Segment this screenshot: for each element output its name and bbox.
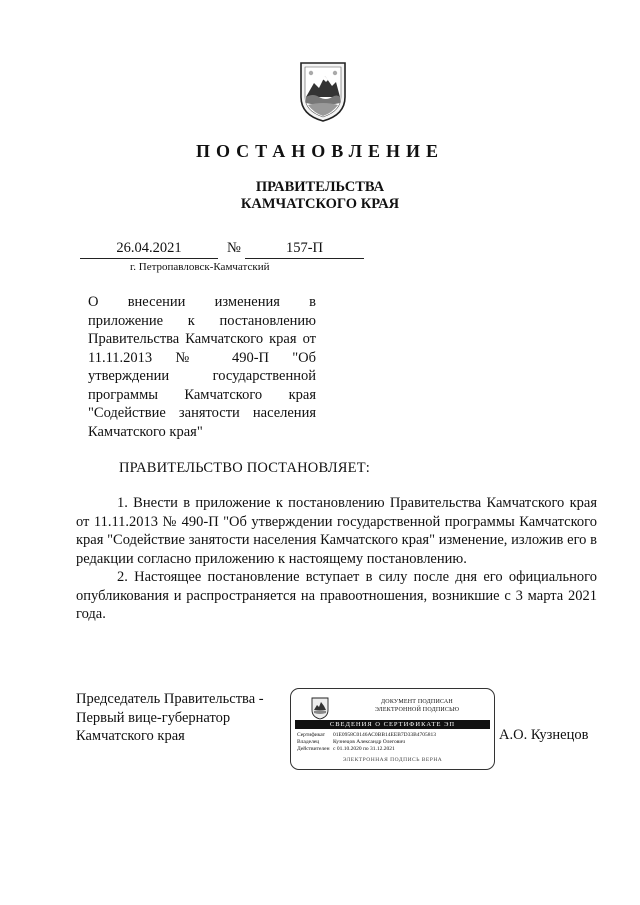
certificate-details <box>297 732 492 753</box>
signer-title <box>76 690 291 746</box>
owner-value: Кузнецов Александр Олегович <box>333 739 406 745</box>
certificate-value: 01Е0958С0146АС0ВВ14ЕЕВ7D33В4705813 <box>333 732 437 738</box>
issuing-authority-line1: ПРАВИТЕЛЬСТВА <box>255 179 385 195</box>
stamp-footer: ЭЛЕКТРОННАЯ ПОДПИСЬ ВЕРНА <box>342 757 443 763</box>
paragraph-2: 2. Настоящее постановление вступает в силу после дня его официального опубликования и распространяется на правоотношения, возникшие с 3 марта 2021 года. <box>76 569 597 622</box>
owner-key: Владелец <box>297 739 320 745</box>
validity-row <box>297 746 492 753</box>
validity-value: с 01.10.2020 по 31.12.2021 <box>333 746 395 752</box>
signer-name: А.О. Кузнецов <box>499 727 589 743</box>
signer-title-line1: Председатель Правительства - <box>76 691 264 707</box>
stamp-emblem-icon <box>311 696 329 720</box>
registration-line <box>80 240 364 260</box>
signer-title-line2: Первый вице-губернатор <box>76 709 231 726</box>
coat-of-arms-icon <box>299 57 347 123</box>
certificate-row <box>297 732 492 739</box>
validity-key: Действителен <box>297 746 330 752</box>
signer-title-line3: Камчатского края <box>76 728 185 744</box>
issuing-authority-line2: КАМЧАТСКОГО КРАЯ <box>240 196 400 212</box>
document-subject: О внесении изменения в приложение к постановлению Правительства Камчатского края от 11.11.2013 № 490-П "Об утверждении государственной программы Камчатского края "Содействие занятости населения Камчатского края" <box>88 294 316 440</box>
owner-row <box>297 739 492 746</box>
date-underline <box>80 258 218 259</box>
certificate-key: Сертификат <box>297 732 325 738</box>
document-number: 157-П <box>285 240 324 256</box>
stamp-heading <box>343 698 491 714</box>
number-sign: № <box>227 240 241 256</box>
stamp-heading-line2: ЭЛЕКТРОННОЙ ПОДПИСЬЮ <box>374 707 460 713</box>
certificate-band: СВЕДЕНИЯ О СЕРТИФИКАТЕ ЭП <box>295 720 490 729</box>
number-underline <box>245 258 364 259</box>
issuing-authority <box>0 179 640 213</box>
paragraph-1: 1. Внести в приложение к постановлению Правительства Камчатского края от 11.11.2013 № 490-П "Об утверждении государственной программы Камчатского края "Содействие занятости населения Камчатского края" изменение, изложив его в редакции согласно приложению к настоящему постановлению. <box>76 495 597 567</box>
decree-line: ПРАВИТЕЛЬСТВО ПОСТАНОВЛЯЕТ: <box>119 460 371 476</box>
stamp-heading-line1: ДОКУМЕНТ ПОДПИСАН <box>381 699 453 705</box>
city: г. Петропавловск-Камчатский <box>130 261 270 273</box>
document-body <box>76 494 597 624</box>
document-title: ПОСТАНОВЛЕНИЕ <box>195 141 445 161</box>
document-date: 26.04.2021 <box>116 240 182 256</box>
electronic-signature-stamp <box>290 688 495 770</box>
